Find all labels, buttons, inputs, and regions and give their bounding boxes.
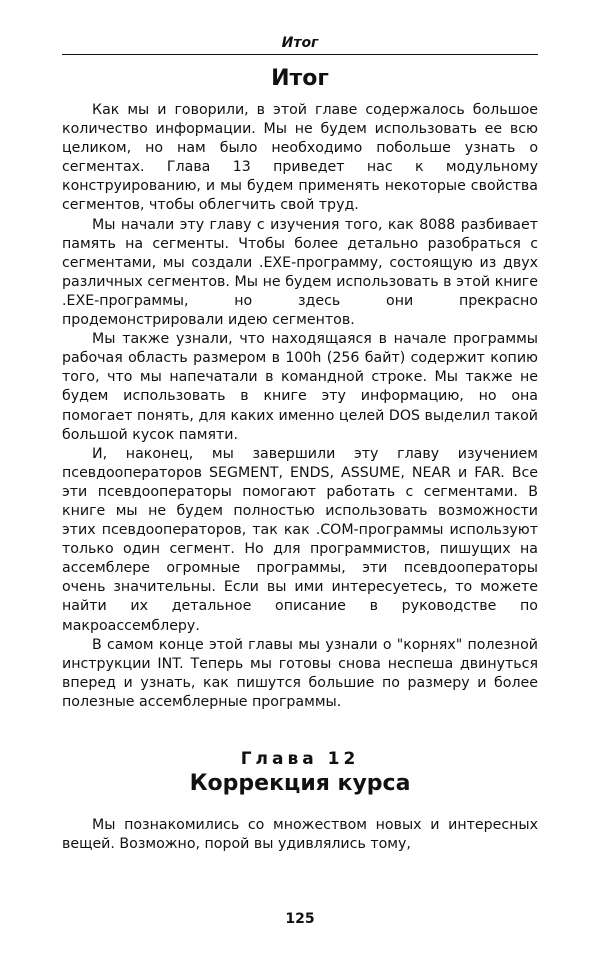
- chapter-paragraph-1: Мы познакомились со множеством новых и интересных вещей. Возможно, порой вы удивлялись тому,: [62, 817, 538, 853]
- running-head: Итог: [62, 34, 538, 55]
- chapter-number: Глава 12: [240, 749, 360, 769]
- chapter-title: Коррекция курса: [189, 771, 411, 796]
- paragraph-2: Мы начали эту главу с изучения того, как 8088 разбивает память на сегменты. Чтобы более детально разобраться с сегментами, мы создали .EXE-программу, состоящую из двух различных сегментов. Мы не будем использовать в этой книге .EXE-программы, но здесь они прекрасно продемонстрировали идею сегментов.: [62, 216, 538, 329]
- paragraph-3: Мы также узнали, что находящаяся в начале программы рабочая область размером в 100h (256 байт) содержит копию того, что мы напечатали в командной строке. Мы также не будем использовать в книге эту информацию, но она помогает понять, для каких именно целей DOS выделил такой большой кусок памяти.: [62, 331, 538, 443]
- paragraph-1: Как мы и говорили, в этой главе содержалось большое количество информации. Мы не будем использовать ее всю целиком, но нам было необходимо побольше узнать о сегментах. Глава 13 приведет нас к модульному конструированию, и мы будем применять некоторые свойства сегментов, чтобы облегчить свой труд.: [62, 102, 538, 214]
- section-title: Итог: [271, 66, 329, 91]
- page-number: 125: [285, 911, 315, 927]
- book-page: [62, 34, 538, 934]
- paragraph-5: В самом конце этой главы мы узнали о "корнях" полезной инструкции INT. Теперь мы готовы снова неспеша двинуться вперед и узнать, как пишутся большие по размеру и более полезные ассемблерные программы.: [62, 636, 538, 710]
- paragraph-4: И, наконец, мы завершили эту главу изучением псевдооператоров SEGMENT, ENDS, ASSUME, NEAR и FAR. Все эти псевдооператоры помогают работать с сегментами. В книге мы не будем полностью использовать возможности этих псевдооператоров, так как .COM-программы используют только один сегмент. Но для программистов, пишущих на ассемблере огромные программы, эти псевдооператоры очень значительны. Если вы ими интересуетесь, то можете найти их детальное описание в руководстве по макроассемблеру.: [62, 445, 538, 634]
